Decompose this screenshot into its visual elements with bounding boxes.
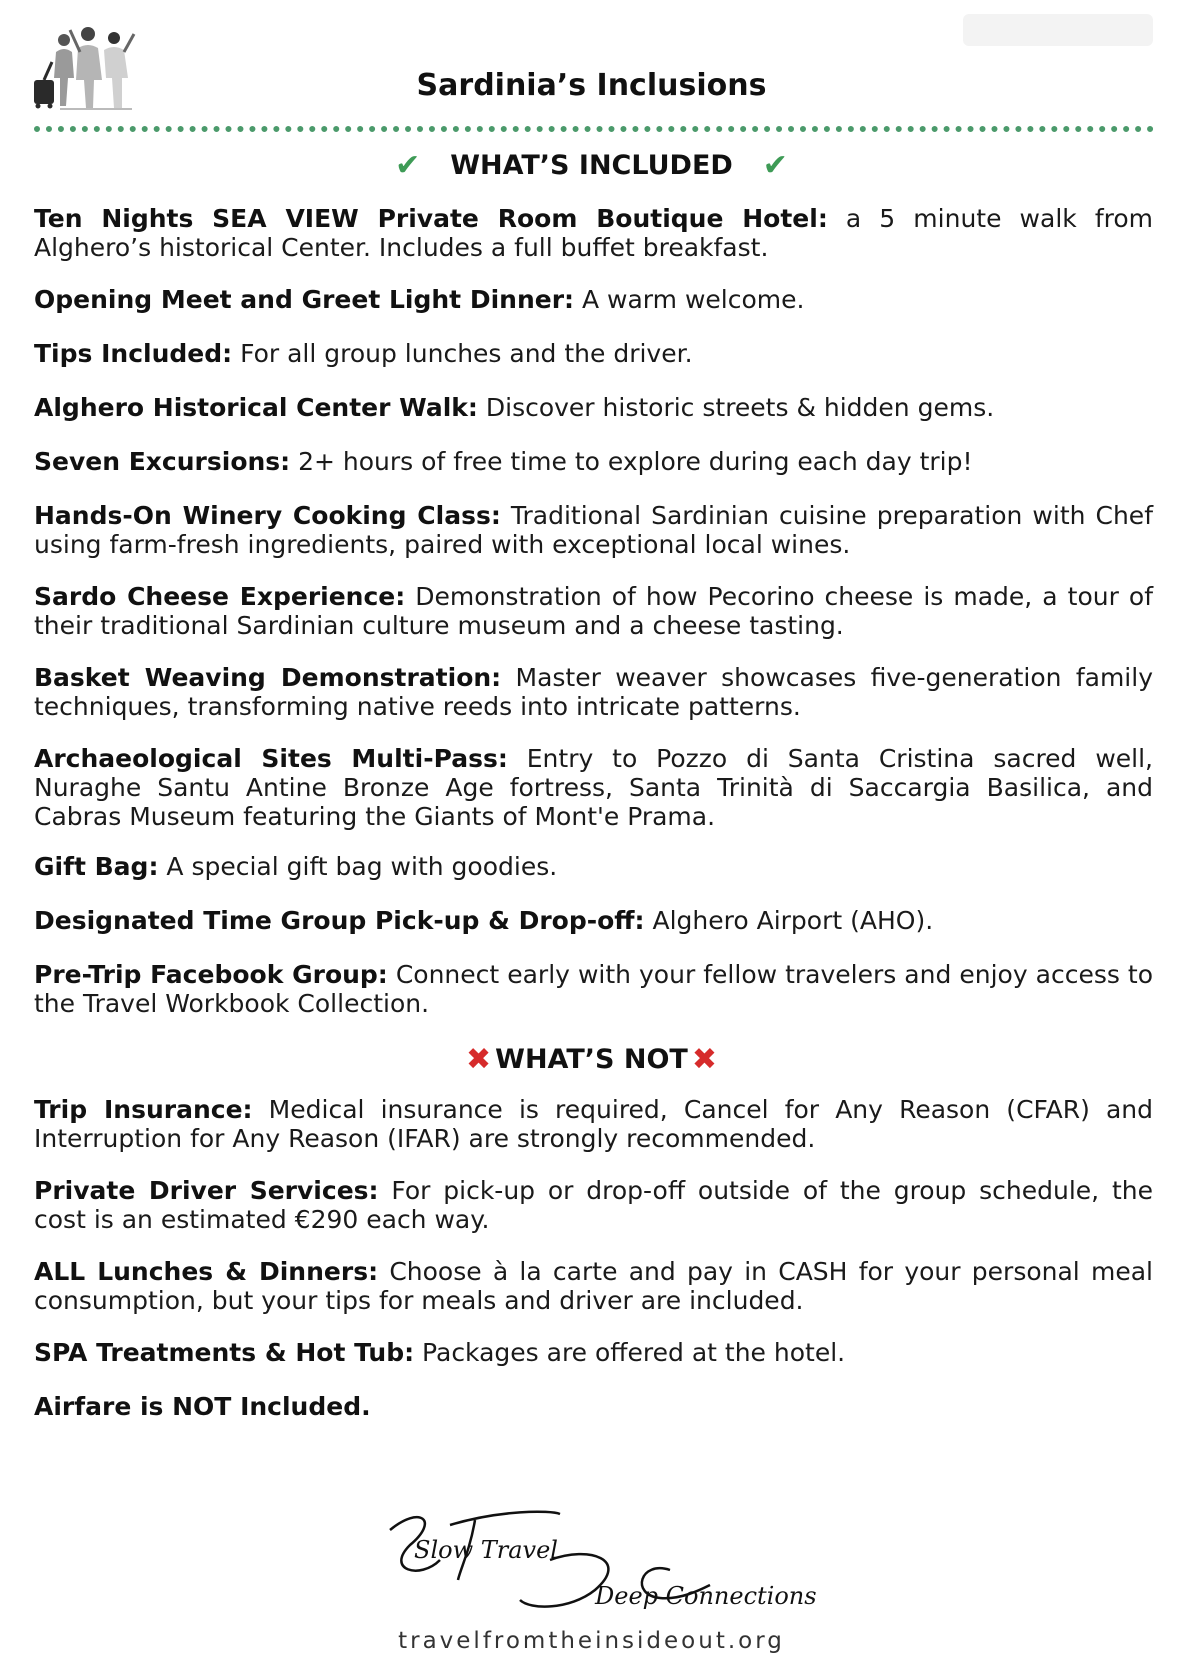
- list-item: Sardo Cheese Experience: Demonstration of how Pecorino cheese is made, a tour of their traditional Sardinian culture museum and a cheese tasting.: [34, 582, 1153, 640]
- list-item: Basket Weaving Demonstration: Master weaver showcases five-generation family techniques, transforming native reeds into intricate patterns.: [34, 663, 1153, 721]
- footer-website[interactable]: travelfromtheinsideout.org: [398, 1628, 785, 1654]
- check-icon: ✔: [762, 148, 788, 183]
- list-item: ALL Lunches & Dinners: Choose à la carte and pay in CASH for your personal meal consumption, but your tips for meals and driver are included.: [34, 1257, 1153, 1315]
- signature-line1: Slow Travel: [414, 1536, 558, 1564]
- included-heading-text: WHAT’S INCLUDED: [450, 150, 733, 181]
- cross-icon: ✖: [466, 1042, 492, 1077]
- included-heading: [0, 148, 1183, 183]
- list-item: SPA Treatments & Hot Tub: Packages are offered at the hotel.: [34, 1338, 846, 1367]
- signature-line2: Deep Connections: [595, 1582, 817, 1610]
- list-item: Alghero Historical Center Walk: Discover historic streets & hidden gems.: [34, 393, 995, 422]
- not-included-heading: [0, 1042, 1183, 1077]
- list-item: Pre-Trip Facebook Group: Connect early with your fellow travelers and enjoy access to the Travel Workbook Collection.: [34, 960, 1153, 1018]
- not-included-heading-text: WHAT’S NOT: [495, 1044, 688, 1075]
- check-icon: ✔: [395, 148, 421, 183]
- list-item: Airfare is NOT Included.: [34, 1392, 371, 1421]
- list-item: Private Driver Services: For pick-up or drop-off outside of the group schedule, the cost is an estimated €290 each way.: [34, 1176, 1153, 1234]
- dotted-divider: [34, 126, 1154, 132]
- list-item: Gift Bag: A special gift bag with goodies.: [34, 852, 558, 881]
- list-item: Designated Time Group Pick-up & Drop-off: Alghero Airport (AHO).: [34, 906, 934, 935]
- page-title: Sardinia’s Inclusions: [416, 68, 767, 103]
- list-item: Ten Nights SEA VIEW Private Room Boutique Hotel: a 5 minute walk from Alghero’s historical Center. Includes a full buffet breakfast.: [34, 204, 1153, 262]
- list-item: Hands-On Winery Cooking Class: Traditional Sardinian cuisine preparation with Chef using farm-fresh ingredients, paired with exceptional local wines.: [34, 501, 1153, 559]
- signature-logo: [380, 1500, 870, 1630]
- list-item: Tips Included: For all group lunches and the driver.: [34, 339, 693, 368]
- list-item: Trip Insurance: Medical insurance is required, Cancel for Any Reason (CFAR) and Interruption for Any Reason (IFAR) are strongly recommended.: [34, 1095, 1153, 1153]
- list-item: Opening Meet and Greet Light Dinner: A warm welcome.: [34, 285, 805, 314]
- corner-blank-area: [963, 14, 1153, 46]
- list-item: Seven Excursions: 2+ hours of free time to explore during each day trip!: [34, 447, 973, 476]
- list-item: Archaeological Sites Multi-Pass: Entry to Pozzo di Santa Cristina sacred well, Nuraghe Santu Antine Bronze Age fortress, Santa Trinità di Saccargia Basilica, and Cabras Museum featuring the Giants of Mont'e Prama.: [34, 744, 1153, 831]
- cross-icon: ✖: [691, 1042, 717, 1077]
